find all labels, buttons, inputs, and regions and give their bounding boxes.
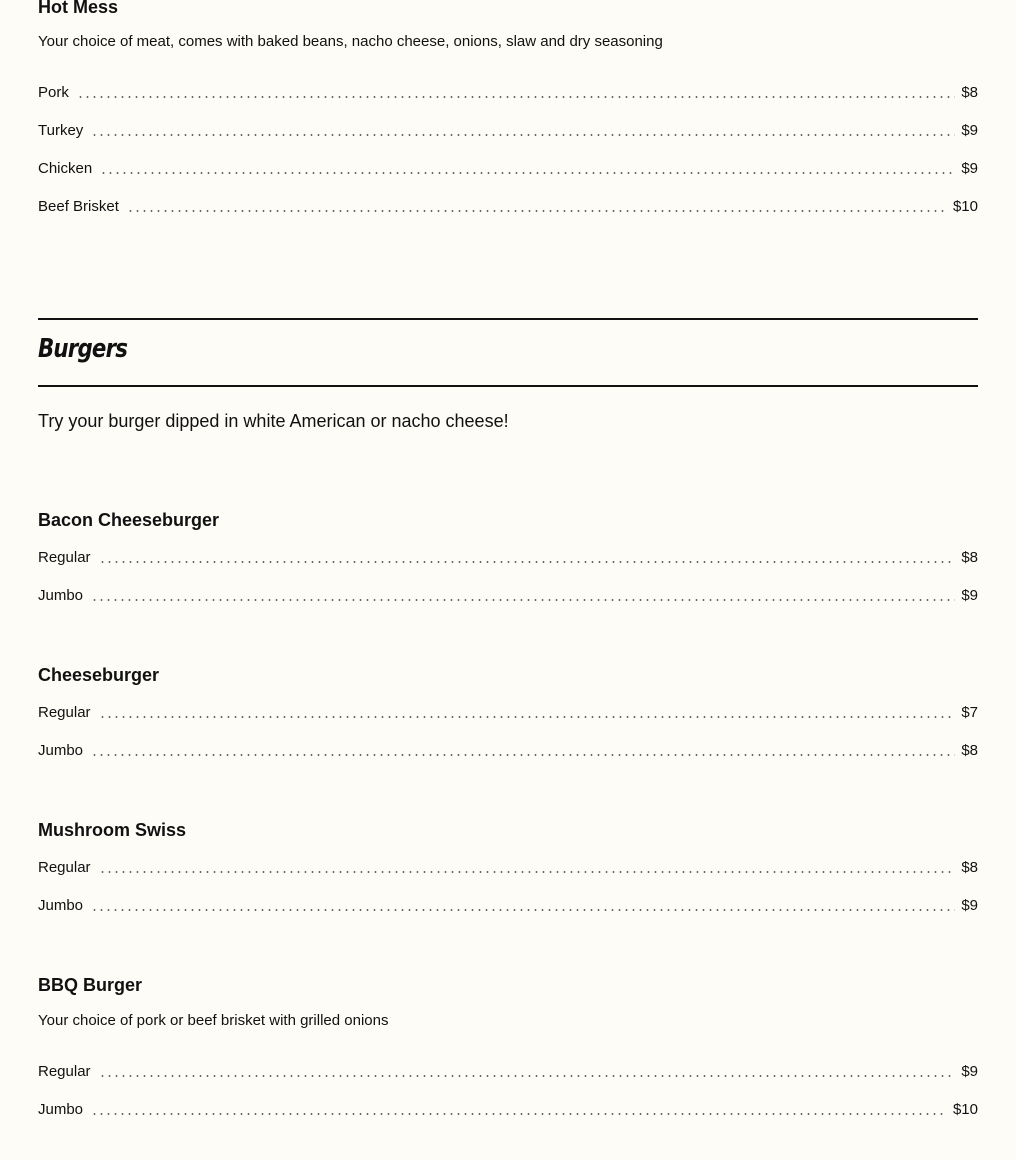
option-name: Jumbo xyxy=(38,897,84,914)
price-row xyxy=(38,117,978,139)
price-row xyxy=(38,854,978,876)
option-price: $8 xyxy=(961,84,978,101)
section-divider-top xyxy=(38,318,978,320)
price-row xyxy=(38,1058,978,1080)
price-row xyxy=(38,1096,978,1118)
option-price: $9 xyxy=(961,587,978,604)
price-row xyxy=(38,892,978,914)
option-price: $9 xyxy=(961,1063,978,1080)
price-row xyxy=(38,737,978,759)
price-row xyxy=(38,699,978,721)
section-title-burgers: Burgers xyxy=(38,334,128,364)
dot-leader xyxy=(91,1113,947,1115)
dot-leader xyxy=(99,1075,956,1077)
section-note: Try your burger dipped in white American or nacho cheese! xyxy=(38,411,509,431)
option-price: $8 xyxy=(961,742,978,759)
option-price: $10 xyxy=(952,198,978,215)
dot-leader xyxy=(127,210,947,212)
item-title-hot-mess: Hot Mess xyxy=(38,0,119,17)
option-price: $9 xyxy=(961,160,978,177)
price-row xyxy=(38,582,978,604)
dot-leader xyxy=(91,909,955,911)
option-name: Pork xyxy=(38,84,69,101)
option-name: Turkey xyxy=(38,122,84,139)
item-title-cheeseburger: Cheeseburger xyxy=(38,665,160,685)
dot-leader xyxy=(91,134,955,136)
option-price: $10 xyxy=(952,1101,978,1118)
dot-leader xyxy=(91,754,955,756)
item-title-bbq-burger: BBQ Burger xyxy=(38,975,143,995)
option-name: Jumbo xyxy=(38,587,84,604)
price-row xyxy=(38,79,978,101)
option-name: Regular xyxy=(38,859,91,876)
price-row xyxy=(38,155,978,177)
option-price: $8 xyxy=(961,859,978,876)
option-name: Chicken xyxy=(38,160,93,177)
dot-leader xyxy=(100,172,955,174)
price-row xyxy=(38,193,978,215)
item-description: Your choice of meat, comes with baked beans, nacho cheese, onions, slaw and dry seasoning xyxy=(38,33,663,50)
option-name: Regular xyxy=(38,549,91,566)
option-name: Beef Brisket xyxy=(38,198,119,215)
option-price: $8 xyxy=(961,549,978,566)
option-name: Jumbo xyxy=(38,742,84,759)
option-name: Jumbo xyxy=(38,1101,84,1118)
option-price: $7 xyxy=(961,704,978,721)
dot-leader xyxy=(99,871,956,873)
item-description: Your choice of pork or beef brisket with grilled onions xyxy=(38,1012,389,1029)
dot-leader xyxy=(91,599,955,601)
item-title-mushroom-swiss: Mushroom Swiss xyxy=(38,820,187,840)
dot-leader xyxy=(99,561,956,563)
option-name: Regular xyxy=(38,704,91,721)
option-price: $9 xyxy=(961,897,978,914)
section-divider-bottom xyxy=(38,385,978,387)
option-name: Regular xyxy=(38,1063,91,1080)
price-row xyxy=(38,544,978,566)
dot-leader xyxy=(99,716,956,718)
option-price: $9 xyxy=(961,122,978,139)
dot-leader xyxy=(77,96,955,98)
item-title-bacon-cheeseburger: Bacon Cheeseburger xyxy=(38,510,220,530)
